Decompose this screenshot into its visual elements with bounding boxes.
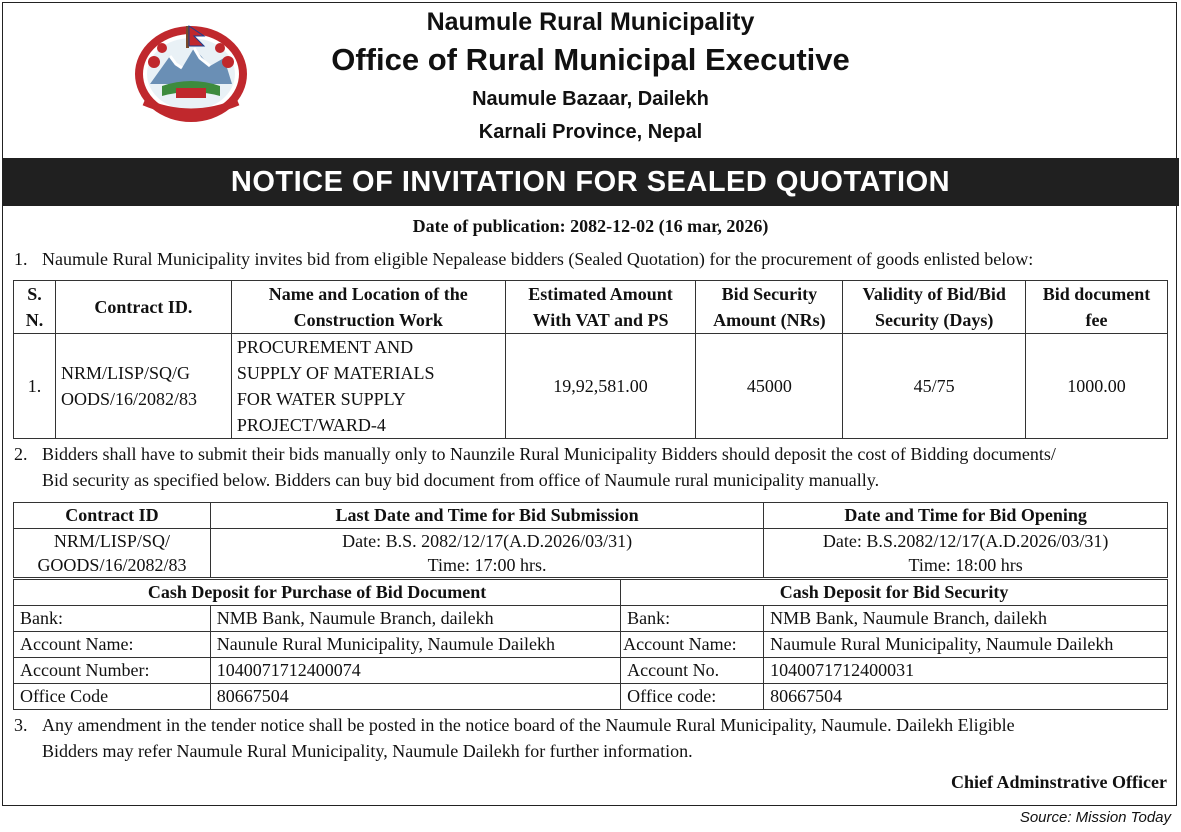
col-submission: Last Date and Time for Bid Submission — [210, 503, 763, 529]
col-validity: Validity of Bid/Bid Security (Days) — [843, 281, 1026, 334]
cell-doc-fee: 1000.00 — [1026, 334, 1168, 439]
cell-estimate: 19,92,581.00 — [505, 334, 696, 439]
paragraph-number: 1. — [14, 249, 28, 269]
table-header-row — [14, 580, 1168, 606]
col-contract-id: Contract ID. — [55, 281, 231, 334]
right-value: 1040071712400031 — [764, 658, 1168, 684]
col-estimate: Estimated Amount With VAT and PS — [505, 281, 696, 334]
right-label: Bank: — [621, 606, 764, 632]
col-work-name: Name and Location of the Construction Work — [231, 281, 505, 334]
col-sn: S. N. — [14, 281, 56, 334]
paragraph-3 — [14, 712, 1174, 764]
table-row — [14, 658, 1168, 684]
cell-contract-id: NRM/LISP/SQ/G OODS/16/2082/83 — [55, 334, 231, 439]
paragraph-text-line-1: Bidders shall have to submit their bids manually only to Naunzile Rural Municipality Bidders should deposit the cost of Bidding documents/ — [42, 444, 1056, 464]
paragraph-2 — [14, 441, 1174, 493]
left-value: 1040071712400074 — [210, 658, 620, 684]
cell-contract-id: NRM/LISP/SQ/ GOODS/16/2082/83 — [14, 529, 211, 578]
left-label: Bank: — [14, 606, 211, 632]
col-opening: Date and Time for Bid Opening — [764, 503, 1168, 529]
col-contract-id: Contract ID — [14, 503, 211, 529]
table-header-row — [14, 281, 1168, 334]
cell-work-name: PROCUREMENT AND SUPPLY OF MATERIALS FOR WATER SUPPLY PROJECT/WARD-4 — [231, 334, 505, 439]
col-doc-fee: Bid document fee — [1026, 281, 1168, 334]
cash-deposit-table — [13, 579, 1168, 710]
cell-bid-security: 45000 — [696, 334, 843, 439]
left-value: 80667504 — [210, 684, 620, 710]
office-name: Office of Rural Municipal Executive — [331, 42, 850, 77]
cell-opening: Date: B.S.2082/12/17(A.D.2026/03/31) Time: 18:00 hrs — [764, 529, 1168, 578]
left-label: Account Name: — [14, 632, 211, 658]
right-label: Office code: — [621, 684, 764, 710]
office-address: Naumule Bazaar, Dailekh — [472, 88, 709, 110]
table-header-row — [14, 503, 1168, 529]
right-value: NMB Bank, Naumule Branch, dailekh — [764, 606, 1168, 632]
right-value: 80667504 — [764, 684, 1168, 710]
col-bid-security-deposit: Cash Deposit for Bid Security — [621, 580, 1168, 606]
right-label: Account Name: — [621, 632, 764, 658]
bid-schedule-table — [13, 502, 1168, 578]
cell-sn: 1. — [14, 334, 56, 439]
notice-title-banner: NOTICE OF INVITATION FOR SEALED QUOTATION — [2, 158, 1179, 206]
table-row — [14, 684, 1168, 710]
right-label: Account No. — [621, 658, 764, 684]
province: Karnali Province, Nepal — [478, 121, 703, 143]
table-row — [14, 529, 1168, 578]
table-row — [14, 606, 1168, 632]
col-bid-security: Bid Security Amount (NRs) — [696, 281, 843, 334]
paragraph-number: 2. — [14, 444, 28, 464]
paragraph-text-line-2: Bid security as specified below. Bidders can buy bid document from office of Naumule rural municipality manually. — [42, 470, 880, 490]
signatory-title: Chief Adminstrative Officer — [951, 772, 1167, 792]
paragraph-number: 3. — [14, 715, 28, 735]
table-row — [14, 334, 1168, 439]
municipality-name: Naumule Rural Municipality — [426, 8, 755, 36]
cell-validity: 45/75 — [843, 334, 1026, 439]
paragraph-1 — [14, 246, 1174, 272]
left-label: Account Number: — [14, 658, 211, 684]
left-value: NMB Bank, Naumule Branch, dailekh — [210, 606, 620, 632]
right-value: Naumule Rural Municipality, Naumule Dailekh — [764, 632, 1168, 658]
procurement-table — [13, 280, 1168, 439]
paragraph-text-line-1: Any amendment in the tender notice shall be posted in the notice board of the Naumule Rural Municipality, Naumule. Dailekh Eligible — [42, 715, 1015, 735]
header — [0, 0, 1181, 158]
left-value: Naunule Rural Municipality, Naumule Dailekh — [210, 632, 620, 658]
publication-date: Date of publication: 2082-12-02 (16 mar, 2026) — [412, 216, 769, 236]
paragraph-text-line-2: Bidders may refer Naumule Rural Municipality, Naumule Dailekh for further information. — [42, 741, 693, 761]
paragraph-text: Naumule Rural Municipality invites bid from eligible Nepalease bidders (Sealed Quotation) for the procurement of goods enlisted below: — [42, 249, 1034, 269]
source-credit: Source: Mission Today — [1019, 809, 1171, 826]
cell-submission: Date: B.S. 2082/12/17(A.D.2026/03/31) Time: 17:00 hrs. — [210, 529, 763, 578]
left-label: Office Code — [14, 684, 211, 710]
col-bid-document-deposit: Cash Deposit for Purchase of Bid Document — [14, 580, 621, 606]
table-row — [14, 632, 1168, 658]
